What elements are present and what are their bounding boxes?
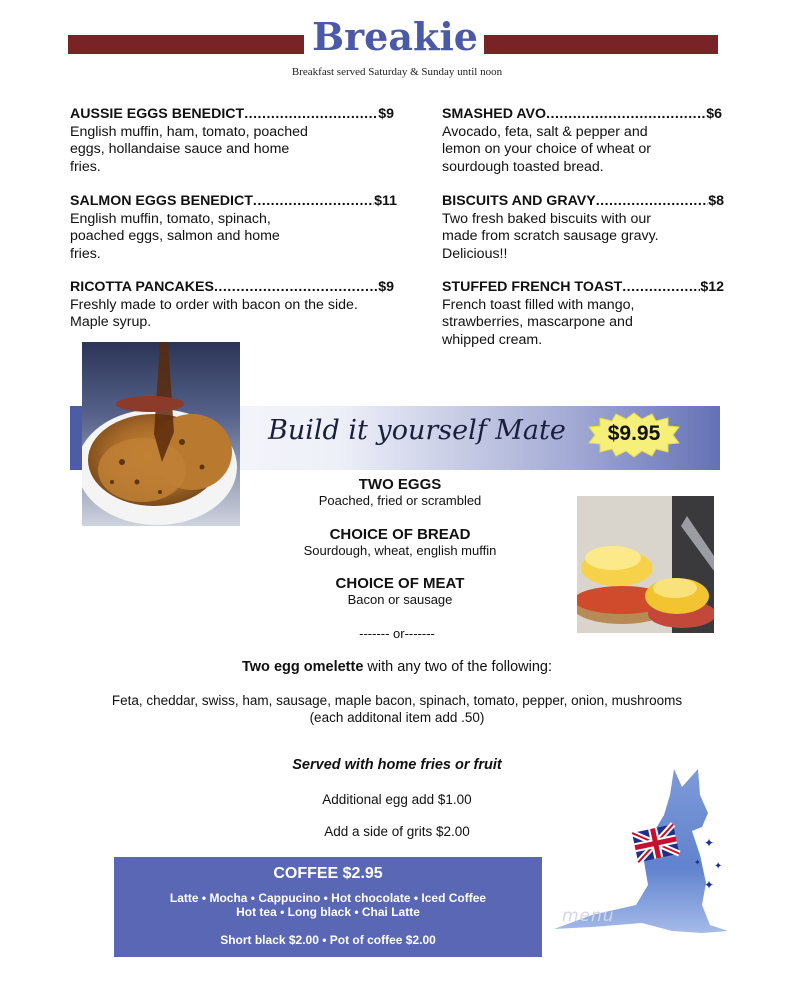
item-description: French toast filled with mango, strawberries, mascarpone and whipped cream. — [442, 296, 635, 348]
option-eggs-detail: Poached, fried or scrambled — [318, 493, 482, 508]
menu-item-aussie-eggs-benedict — [70, 106, 394, 176]
menu-item-biscuits-and-gravy — [442, 193, 724, 263]
item-name: SMASHED AVO — [442, 106, 547, 122]
option-bread — [220, 526, 580, 558]
served-with: Served with home fries or fruit — [292, 757, 502, 773]
pancakes-photo — [82, 342, 240, 526]
svg-text:✦: ✦ — [714, 861, 723, 872]
omelette-bold: Two egg omelette — [242, 659, 364, 675]
watermark-logo: menu — [562, 906, 615, 926]
option-bread-detail: Sourdough, wheat, english muffin — [303, 543, 497, 558]
item-name: SALMON EGGS BENEDICT — [70, 193, 253, 209]
option-meat — [220, 575, 580, 607]
item-price: $6 — [706, 106, 722, 122]
coffee-box — [114, 857, 542, 957]
menu-item-ricotta-pancakes — [70, 279, 394, 332]
coffee-line-1: Latte • Mocha • Cappucino • Hot chocolate • Iced Coffee — [169, 891, 487, 905]
item-price: $11 — [374, 193, 397, 209]
header-bar-left — [68, 35, 304, 54]
build-price: $9.95 — [607, 422, 661, 445]
build-title: Build it yourself Mate — [268, 415, 566, 446]
side-of-grits: Add a side of grits $2.00 — [324, 824, 470, 839]
menu-item-stuffed-french-toast — [442, 279, 724, 349]
option-eggs — [220, 476, 580, 508]
item-name: STUFFED FRENCH TOAST — [442, 279, 623, 295]
page-subtitle: Breakfast served Saturday & Sunday until noon — [291, 66, 503, 78]
or-divider: ------- or------- — [359, 626, 435, 641]
item-name: AUSSIE EGGS BENEDICT — [70, 106, 245, 122]
item-name: BISCUITS AND GRAVY — [442, 193, 596, 209]
item-name: RICOTTA PANCAKES — [70, 279, 214, 295]
option-bread-heading: CHOICE OF BREAD — [329, 526, 471, 543]
svg-text:✦: ✦ — [694, 858, 701, 867]
item-price: $9 — [378, 106, 394, 122]
item-price: $12 — [700, 279, 724, 295]
coffee-line-3: Short black $2.00 • Pot of coffee $2.00 — [220, 933, 436, 947]
option-eggs-heading: TWO EGGS — [358, 476, 442, 493]
additional-egg: Additional egg add $1.00 — [322, 792, 472, 807]
svg-text:✦: ✦ — [704, 836, 715, 850]
menu-item-smashed-avo — [442, 106, 722, 176]
coffee-line-2: Hot tea • Long black • Chai Latte — [236, 905, 420, 919]
option-meat-detail: Bacon or sausage — [347, 592, 453, 607]
coffee-title: COFFEE $2.95 — [273, 865, 383, 882]
omelette-rest: with any two of the following: — [363, 659, 552, 675]
item-description: Freshly made to order with bacon on the side. Maple syrup. — [70, 296, 358, 330]
eggs-benedict-photo — [577, 496, 714, 633]
header-bar-right — [484, 35, 718, 54]
item-price: $8 — [708, 193, 724, 209]
item-description: Two fresh baked biscuits with our made from scratch sausage gravy. Delicious!! — [442, 210, 659, 262]
omelette-options: Feta, cheddar, swiss, ham, sausage, maple bacon, spinach, tomato, pepper, onion, mushrooms — [111, 693, 683, 708]
item-description: English muffin, ham, tomato, poached eggs, hollandaise sauce and home fries. — [70, 123, 308, 175]
item-price: $9 — [378, 279, 394, 295]
item-description: Avocado, feta, salt & pepper and lemon on your choice of wheat or sourdough toasted bread. — [442, 123, 651, 175]
item-description: English muffin, tomato, spinach, poached eggs, salmon and home fries. — [70, 210, 280, 262]
page-title: Breakie — [312, 14, 478, 59]
svg-text:✦: ✦ — [704, 878, 715, 892]
omelette-options-note: (each additonal item add .50) — [309, 710, 485, 725]
omelette-line — [0, 659, 794, 675]
option-meat-heading: CHOICE OF MEAT — [335, 575, 465, 592]
menu-item-salmon-eggs-benedict — [70, 193, 397, 263]
